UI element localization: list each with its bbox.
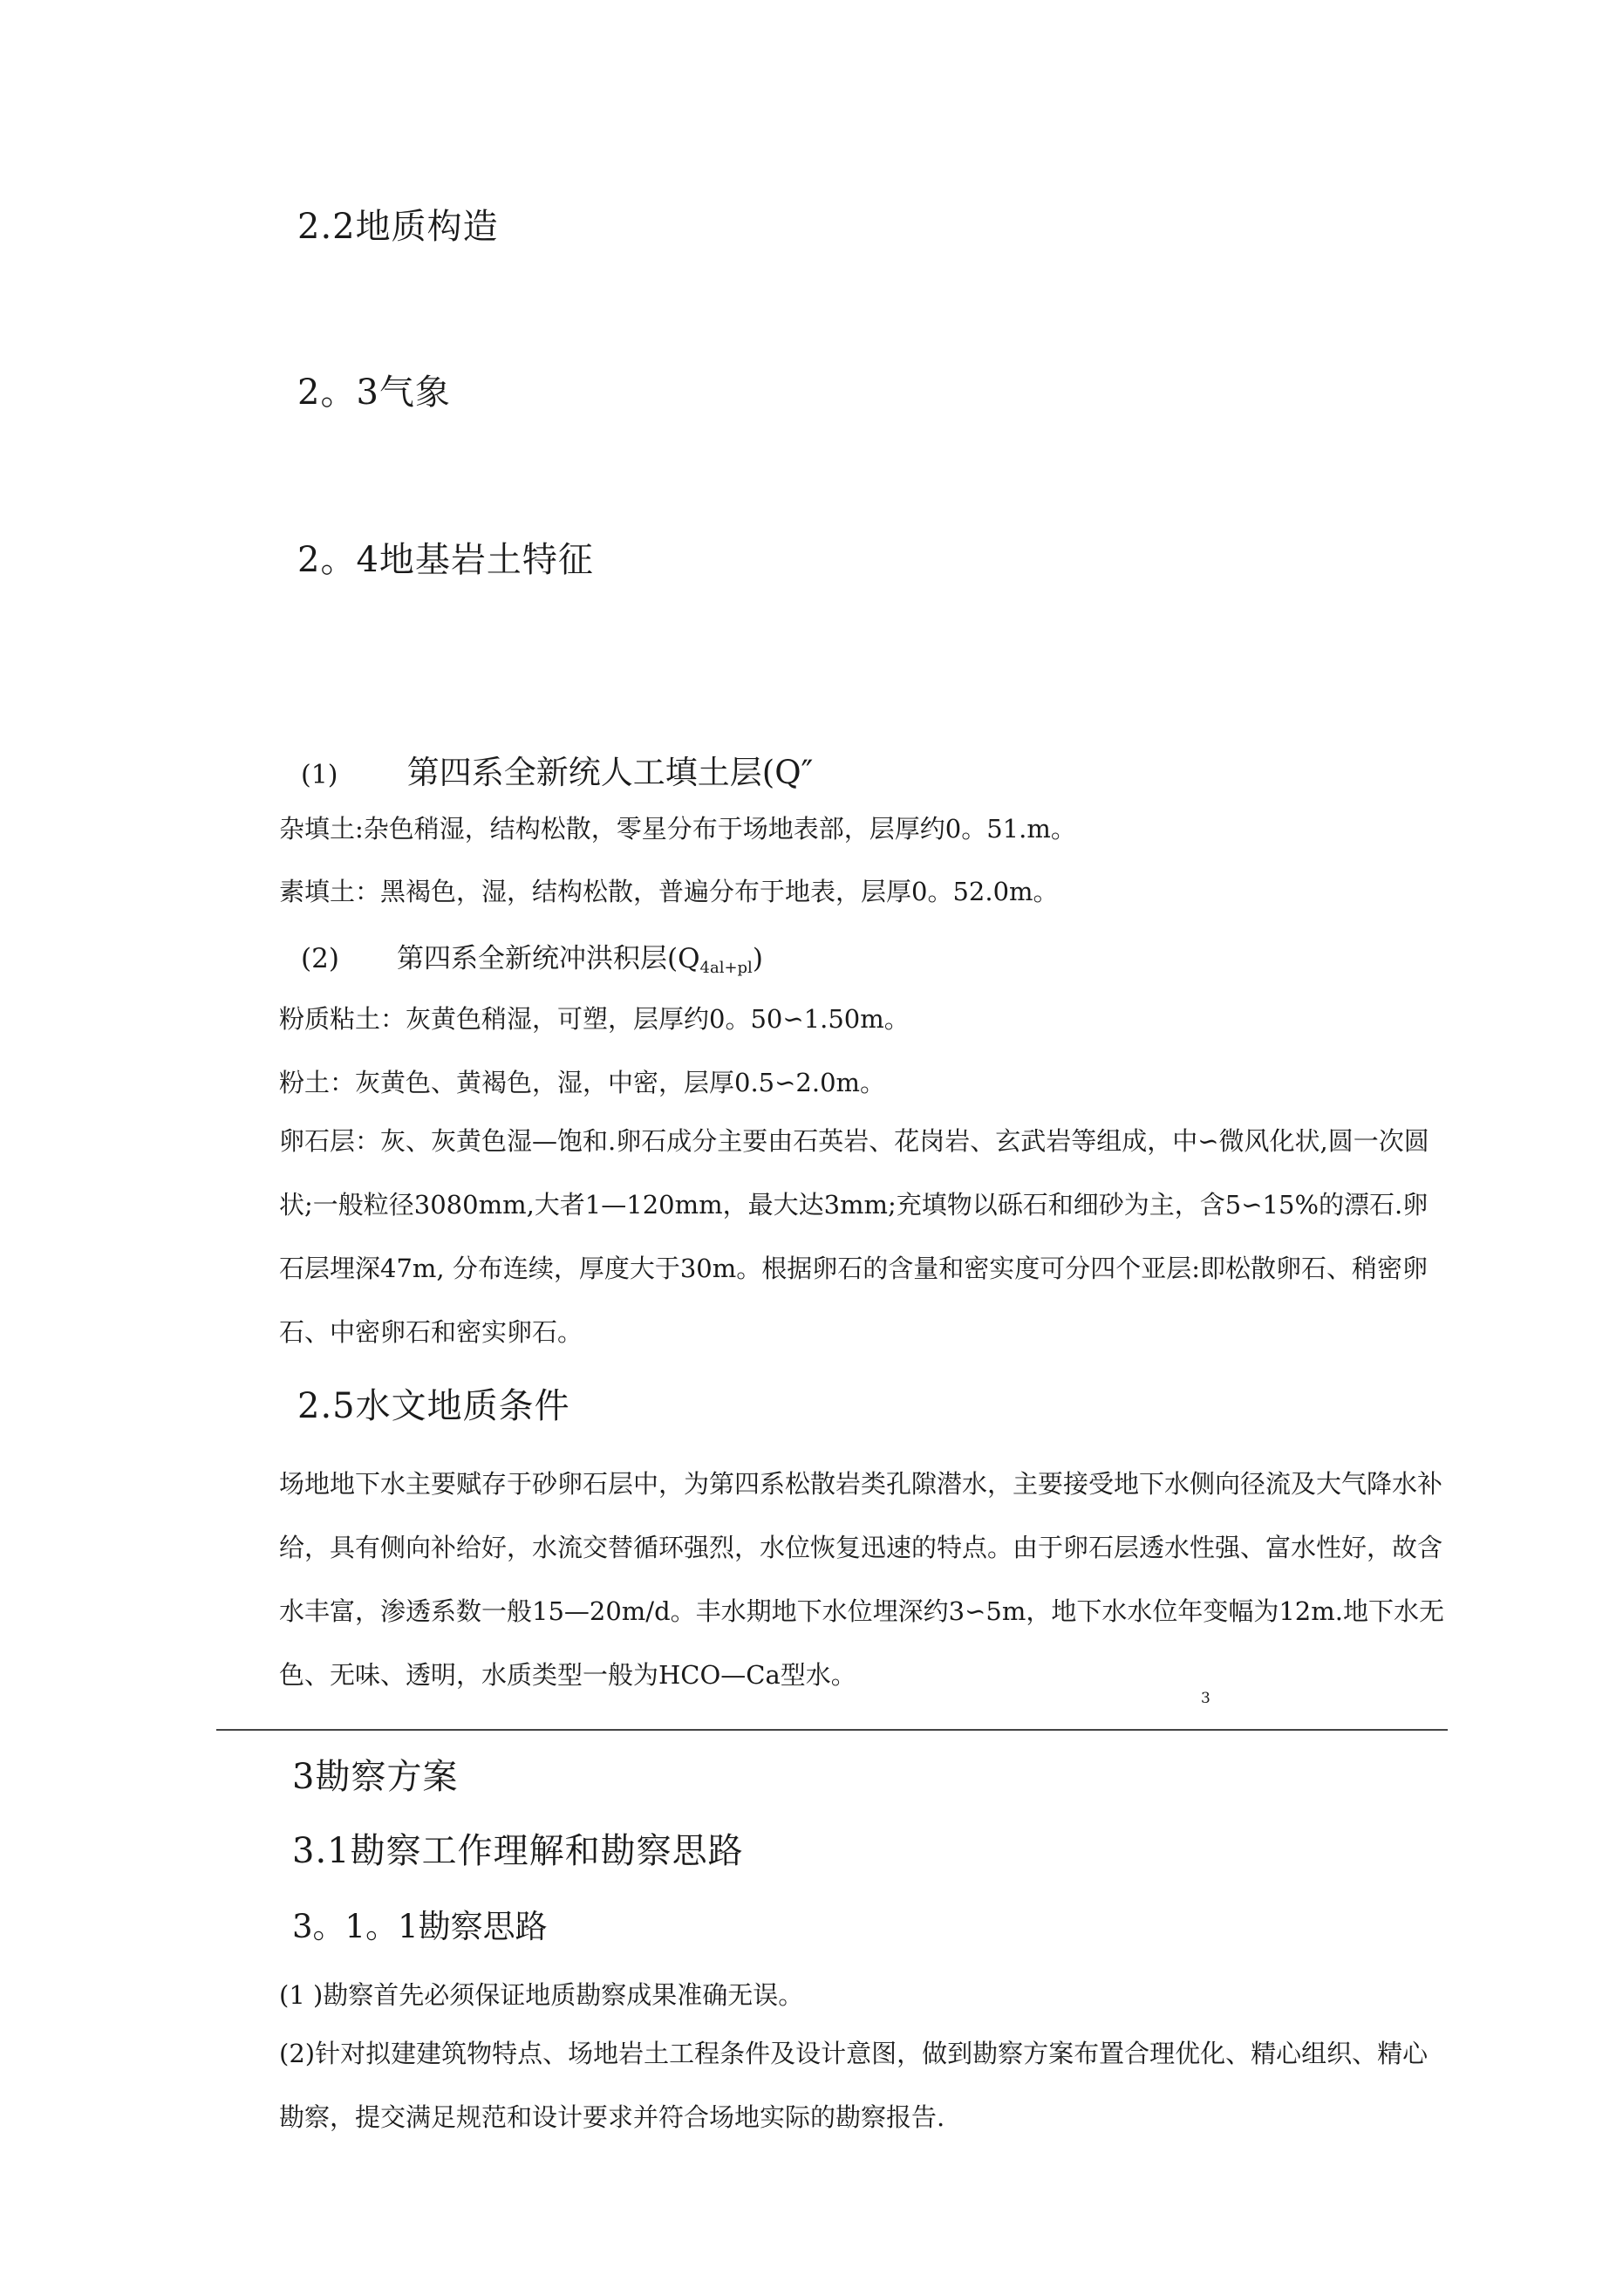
stratum-2-text: 第四系全新统冲洪积层$(Q_{4al+pl})$ bbox=[397, 943, 763, 977]
survey-point-1: (1 )勘察首先必须保证地质勘察成果准确无误。 bbox=[279, 1980, 804, 2010]
stratum-2-title bbox=[301, 936, 763, 977]
fill-soil-mixed: 杂填土:杂色稍湿，结构松散，零星分布于场地表部，层厚约0。51.m。 bbox=[279, 814, 1076, 844]
heading-2-3: 2。3气象 bbox=[297, 372, 451, 413]
fill-soil-plain: 素填土：黑褐色，湿，结构松散，普遍分布于地表，层厚0。52.0m。 bbox=[279, 877, 1059, 906]
survey-point-2: (2)针对拟建建筑物特点、场地岩土工程条件及设计意图，做到勘察方案布置合理优化、精心组织、精心勘察，提交满足规范和设计要求并符合场地实际的勘察报告. bbox=[279, 2039, 1429, 2132]
silty-clay: 粉质粘土：灰黄色稍湿，可塑，层厚约0。50∽1.50m。 bbox=[279, 1004, 910, 1034]
heading-3: 3勘察方案 bbox=[292, 1757, 459, 1797]
heading-2-5: 2.5水文地质条件 bbox=[297, 1386, 570, 1426]
hydrogeology-paragraph: 场地地下水主要赋存于砂卵石层中，为第四系松散岩类孔隙潜水，主要接受地下水侧向径流及大气降水补给，具有侧向补给好，水流交替循环强烈，水位恢复迅速的特点。由于卵石层透水性强、富水性好，故含水丰富，渗透系数一般15—20m/d。丰水期地下水位埋深约3∽5m，地下水水位年变幅为12m.地下水无色、无味、透明，水质类型一般为HCO—Ca型水。 bbox=[279, 1469, 1444, 1690]
stratum-1-title bbox=[301, 746, 813, 793]
heading-3-1: 3.1勘察工作理解和勘察思路 bbox=[292, 1831, 744, 1871]
heading-2-2: 2.2地质构造 bbox=[297, 207, 499, 247]
stratum-1-number: (1) bbox=[301, 760, 338, 790]
page-number: 3 bbox=[1201, 1690, 1210, 1707]
stratum-2-number: (2) bbox=[301, 943, 339, 974]
heading-2-4: 2。4地基岩土特征 bbox=[297, 540, 594, 580]
pebble-layer: 卵石层：灰、灰黄色湿—饱和.卵石成分主要由石英岩、花岗岩、玄武岩等组成，中∽微风化状,圆一次圆状;一般粒径3080mm,大者1—120mm，最大达3mm;充填物以砾石和细砂为主，含5∽15%的漂石.卵石层埋深47m, 分布连续，厚度大于30m。根据卵石的含量和密实度可分四个亚层:即松散卵石、稍密卵石、中密卵石和密实卵石。 bbox=[279, 1126, 1429, 1347]
page-divider bbox=[216, 1729, 1448, 1731]
heading-3-1-1: 3。1。1勘察思路 bbox=[292, 1908, 548, 1945]
silt: 粉土：灰黄色、黄褐色，湿，中密，层厚0.5∽2.0m。 bbox=[279, 1068, 886, 1097]
stratum-1-text: 第四系全新统人工填土层(Q″ bbox=[406, 754, 814, 791]
